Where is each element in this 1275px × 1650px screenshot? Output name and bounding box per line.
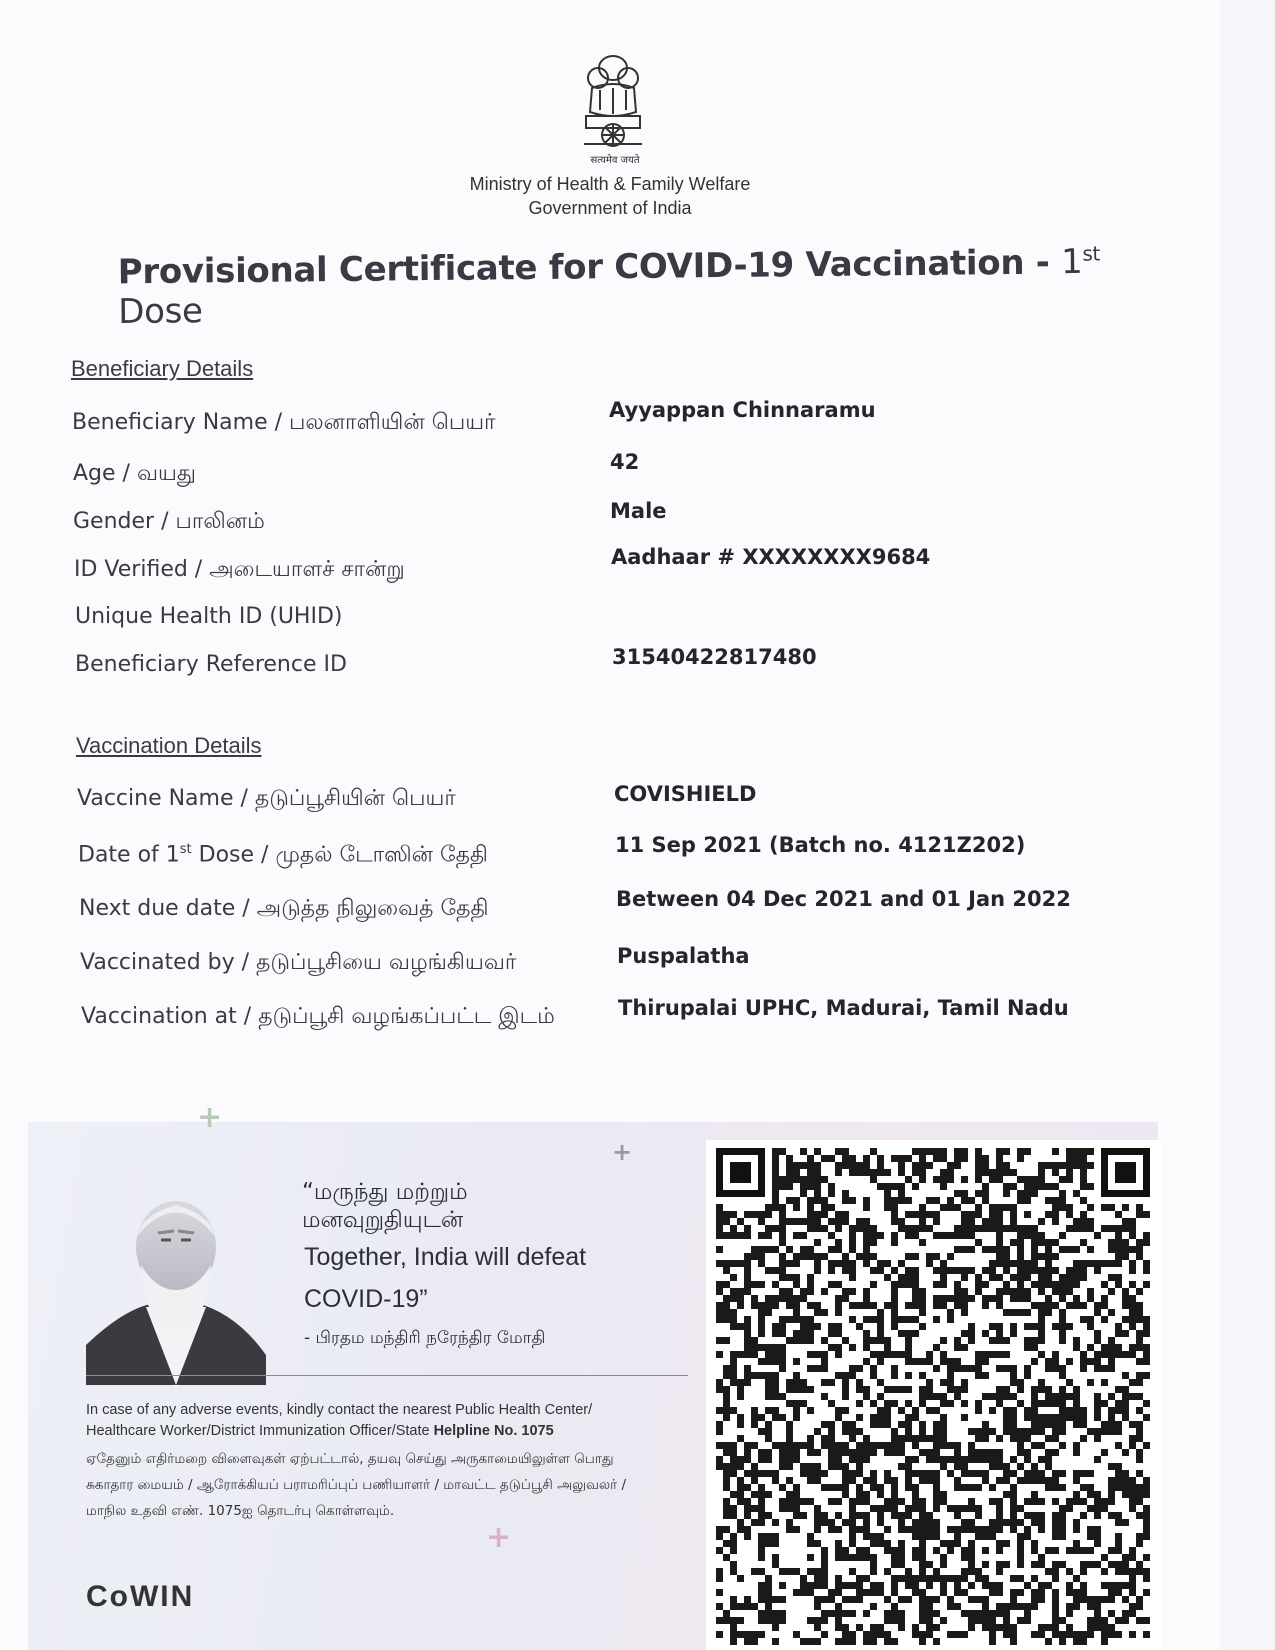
plus-decor-icon: + (486, 1520, 512, 1555)
reference-id-label: Beneficiary Reference ID (75, 652, 347, 677)
government-name: Government of India (528, 198, 692, 218)
adverse-events-notice-tamil: ஏதேனும் எதிர்மறை விளைவுகள் ஏற்பட்டால், தயவு செய்து அருகாமையிலுள்ள பொது சுகாதார மையம் / ஆரோக்கியப் பராமரிப்புப் பணியாளர் / மாவட்ட தடுப்பூசி அலுவலர் / மாநில உதவி எண். 1075ஐ தொடர்பு கொள்ளவும். (86, 1451, 627, 1519)
vaccination-at-label: Vaccination at / தடுப்பூசி வழங்கப்பட்ட இடம் (81, 1004, 555, 1029)
reference-id-value: 31540422817480 (612, 645, 817, 669)
age-label: Age / வயது (73, 461, 196, 486)
prime-minister-portrait (86, 1195, 266, 1385)
vaccination-at-value: Thirupalai UPHC, Madurai, Tamil Nadu (618, 996, 1069, 1020)
title-main: Provisional Certificate for COVID-19 Vaccination - (117, 242, 1062, 293)
age-value: 42 (610, 450, 640, 474)
id-verified-value: Aadhaar # XXXXXXXX9684 (611, 545, 931, 569)
plus-decor-icon: + (612, 1138, 633, 1166)
vaccine-name-label: Vaccine Name / தடுப்பூசியின் பெயர் (77, 786, 456, 811)
emblem-motto: सत्यमेव जयते (590, 155, 640, 166)
next-due-date-value: Between 04 Dec 2021 and 01 Jan 2022 (616, 887, 1071, 911)
vaccination-details-heading: Vaccination Details (76, 733, 262, 758)
certificate-title (118, 242, 1119, 333)
first-dose-date-label: Date of 1st Dose / முதல் டோஸின் தேதி (78, 842, 488, 868)
plus-decor-icon: + (197, 1100, 223, 1135)
next-due-date-label: Next due date / அடுத்த நிலுவைத் தேதி (79, 896, 489, 921)
vaccine-name-value: COVISHIELD (614, 782, 757, 806)
gender-label: Gender / பாலினம் (73, 509, 265, 534)
vaccinated-by-value: Puspalatha (617, 944, 750, 968)
banner-divider (86, 1375, 688, 1376)
quote-tamil: “மருந்து மற்றும் மனவுறுதியுடன் (302, 1179, 468, 1233)
beneficiary-name-value: Ayyappan Chinnaramu (609, 398, 876, 422)
beneficiary-details-heading: Beneficiary Details (71, 356, 254, 381)
helpline-number: Helpline No. 1075 (433, 1423, 554, 1439)
quote-attribution: - பிரதம மந்திரி நரேந்திர மோதி (304, 1328, 546, 1348)
title-dose: 1st Dose (118, 241, 1101, 333)
beneficiary-name-label: Beneficiary Name / பலனாளியின் பெயர் (72, 410, 496, 435)
uhid-label: Unique Health ID (UHID) (75, 604, 343, 629)
quote-english: Together, India will defeat COVID-19” (304, 1243, 587, 1313)
gender-value: Male (610, 499, 667, 523)
vaccinated-by-label: Vaccinated by / தடுப்பூசியை வழங்கியவர் (80, 950, 517, 975)
ministry-header (400, 172, 820, 220)
cowin-logo: CoWIN (86, 1580, 195, 1613)
national-emblem-icon (578, 50, 648, 155)
adverse-events-notice-english: In case of any adverse events, kindly contact the nearest Public Health Center/ Healthcare Worker/District Immunization Officer/State Helpline No. 1075 (86, 1402, 593, 1439)
ministry-name: Ministry of Health & Family Welfare (469, 174, 751, 194)
id-verified-label: ID Verified / அடையாளச் சான்று (74, 557, 405, 582)
first-dose-date-value: 11 Sep 2021 (Batch no. 4121Z202) (615, 833, 1026, 857)
qr-code[interactable] (716, 1148, 1150, 1650)
